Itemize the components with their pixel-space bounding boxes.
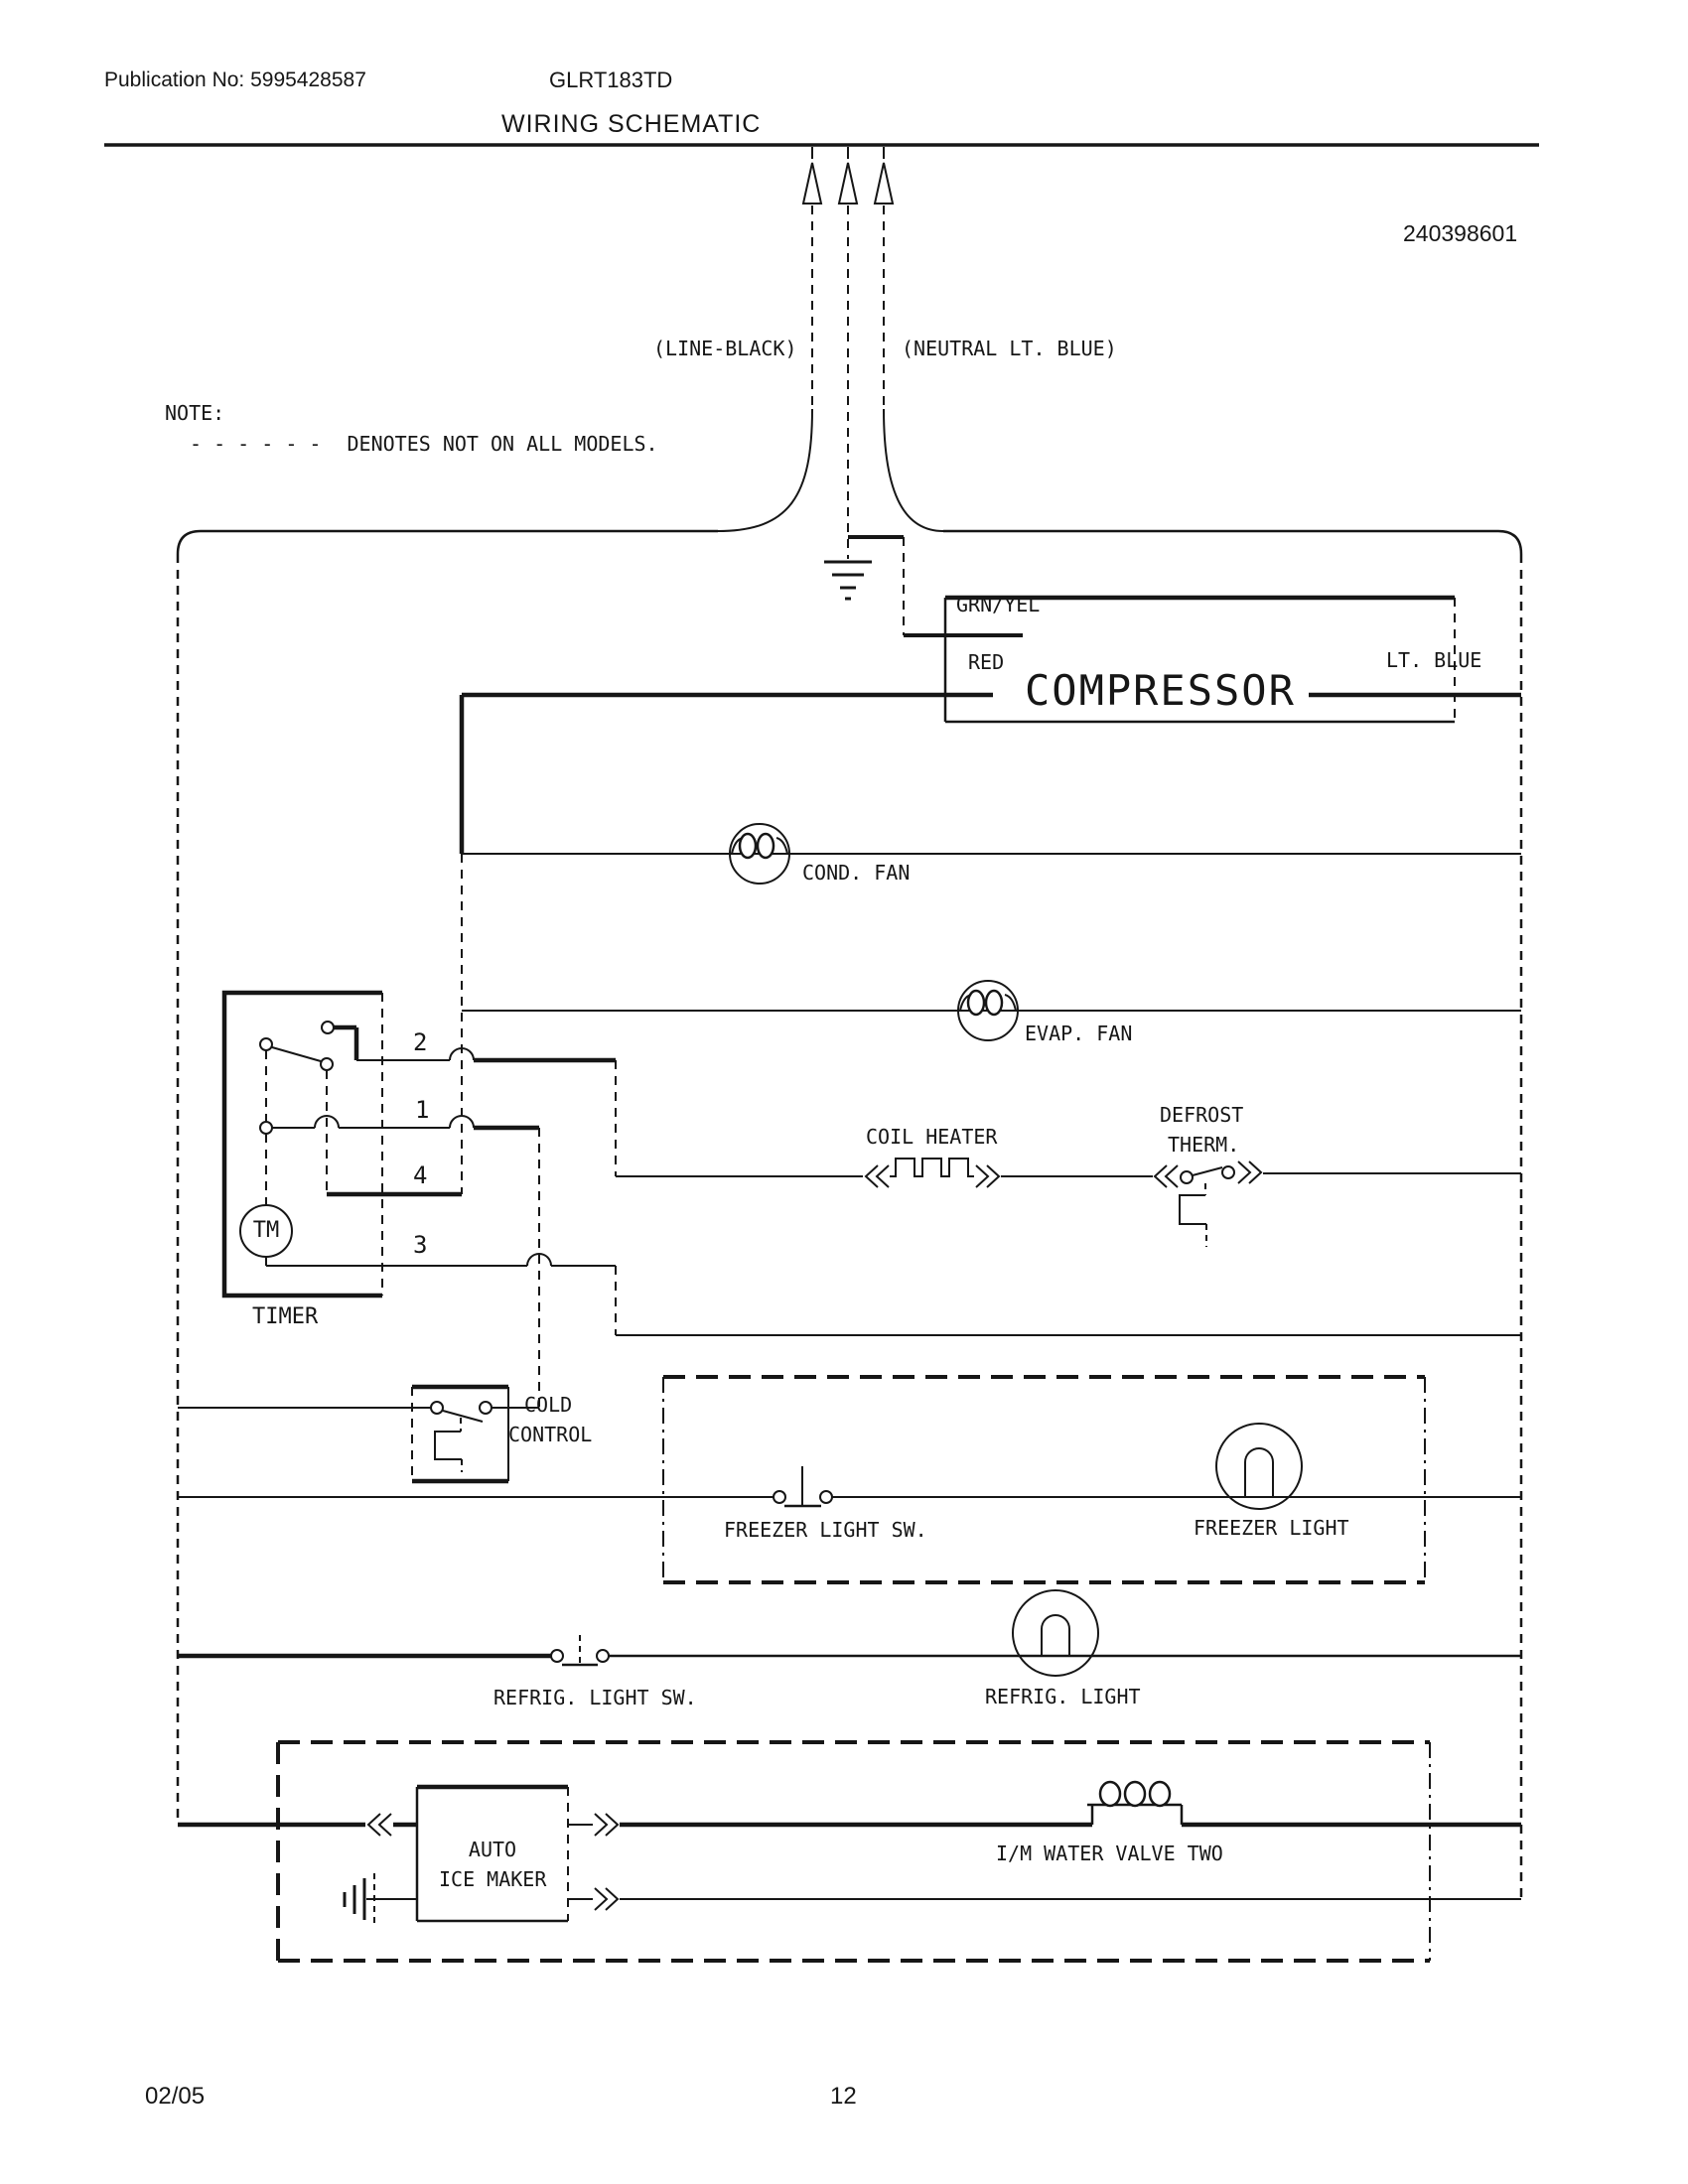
timer-terminal-2: 2 bbox=[413, 1028, 428, 1056]
cold-control-switch-icon bbox=[178, 1402, 539, 1472]
label-ice-maker: ICE MAKER bbox=[439, 1867, 547, 1891]
label-therm: THERM. bbox=[1168, 1133, 1240, 1157]
label-freezer-light-sw: FREEZER LIGHT SW. bbox=[724, 1518, 927, 1542]
defrost-thermostat-icon bbox=[1155, 1161, 1521, 1247]
timer-contacts bbox=[260, 1022, 356, 1205]
freezer-dashed-box bbox=[663, 1377, 1425, 1582]
timer-motor-label: TM bbox=[252, 1218, 280, 1243]
note-text: DENOTES NOT ON ALL MODELS. bbox=[347, 432, 658, 456]
label-lt-blue: LT. BLUE bbox=[1386, 648, 1482, 672]
label-refrig-light: REFRIG. LIGHT bbox=[985, 1685, 1141, 1708]
label-refrig-light-sw: REFRIG. LIGHT SW. bbox=[493, 1686, 697, 1709]
freezer-light-switch-icon bbox=[178, 1466, 1521, 1506]
note-dashes: - - - - - - bbox=[190, 432, 322, 456]
label-freezer-light: FREEZER LIGHT bbox=[1194, 1516, 1349, 1540]
label-neutral: (NEUTRAL LT. BLUE) bbox=[902, 337, 1117, 360]
timer-terminal-4: 4 bbox=[413, 1161, 428, 1189]
label-grn-yel: GRN/YEL bbox=[956, 593, 1041, 616]
timer-terminal-1: 1 bbox=[415, 1096, 430, 1124]
ice-maker-feed-wire bbox=[178, 1814, 1092, 1836]
label-evap-fan: EVAP. FAN bbox=[1025, 1022, 1133, 1045]
note-line bbox=[190, 433, 658, 455]
refrig-light-switch-icon bbox=[178, 1635, 1521, 1665]
grn-yel-wire bbox=[848, 537, 1023, 635]
label-auto: AUTO bbox=[468, 1838, 517, 1861]
schematic-border bbox=[178, 531, 1521, 1899]
label-water-valve: I/M WATER VALVE TWO bbox=[996, 1842, 1223, 1865]
note-prefix: NOTE: bbox=[165, 401, 225, 425]
label-compressor: COMPRESSOR bbox=[1025, 666, 1296, 715]
label-defrost: DEFROST bbox=[1160, 1103, 1244, 1127]
model-number: GLRT183TD bbox=[549, 68, 673, 92]
cold-control-box bbox=[412, 1387, 508, 1481]
timer-terminal-3: 3 bbox=[413, 1231, 428, 1259]
wire-3 bbox=[266, 1254, 1521, 1335]
label-timer: TIMER bbox=[252, 1304, 319, 1329]
water-valve-coil-icon bbox=[1087, 1782, 1521, 1825]
wire-2 bbox=[356, 1048, 616, 1176]
neutral-lead bbox=[884, 205, 943, 531]
page-title: WIRING SCHEMATIC bbox=[501, 110, 762, 138]
publication-number: Publication No: 5995428587 bbox=[104, 68, 366, 91]
footer-page-number: 12 bbox=[830, 2083, 857, 2110]
supply-arrows-icon bbox=[803, 147, 893, 204]
refrig-light-lamp-icon bbox=[1013, 1590, 1098, 1676]
label-line-black: (LINE-BLACK) bbox=[653, 337, 797, 360]
compressor-red-wire bbox=[462, 695, 993, 854]
label-control: CONTROL bbox=[508, 1423, 593, 1446]
line-black-lead bbox=[718, 205, 812, 531]
label-cold: COLD bbox=[524, 1393, 573, 1417]
footer-date: 02/05 bbox=[145, 2083, 206, 2110]
wire-1 bbox=[272, 1116, 539, 1408]
label-red: RED bbox=[968, 650, 1005, 674]
label-cond-fan: COND. FAN bbox=[802, 861, 911, 885]
doc-number: 240398601 bbox=[1403, 220, 1518, 246]
coil-heater-wire bbox=[616, 1159, 1153, 1187]
ground-icon bbox=[824, 562, 872, 599]
label-coil-heater: COIL HEATER bbox=[866, 1125, 998, 1149]
